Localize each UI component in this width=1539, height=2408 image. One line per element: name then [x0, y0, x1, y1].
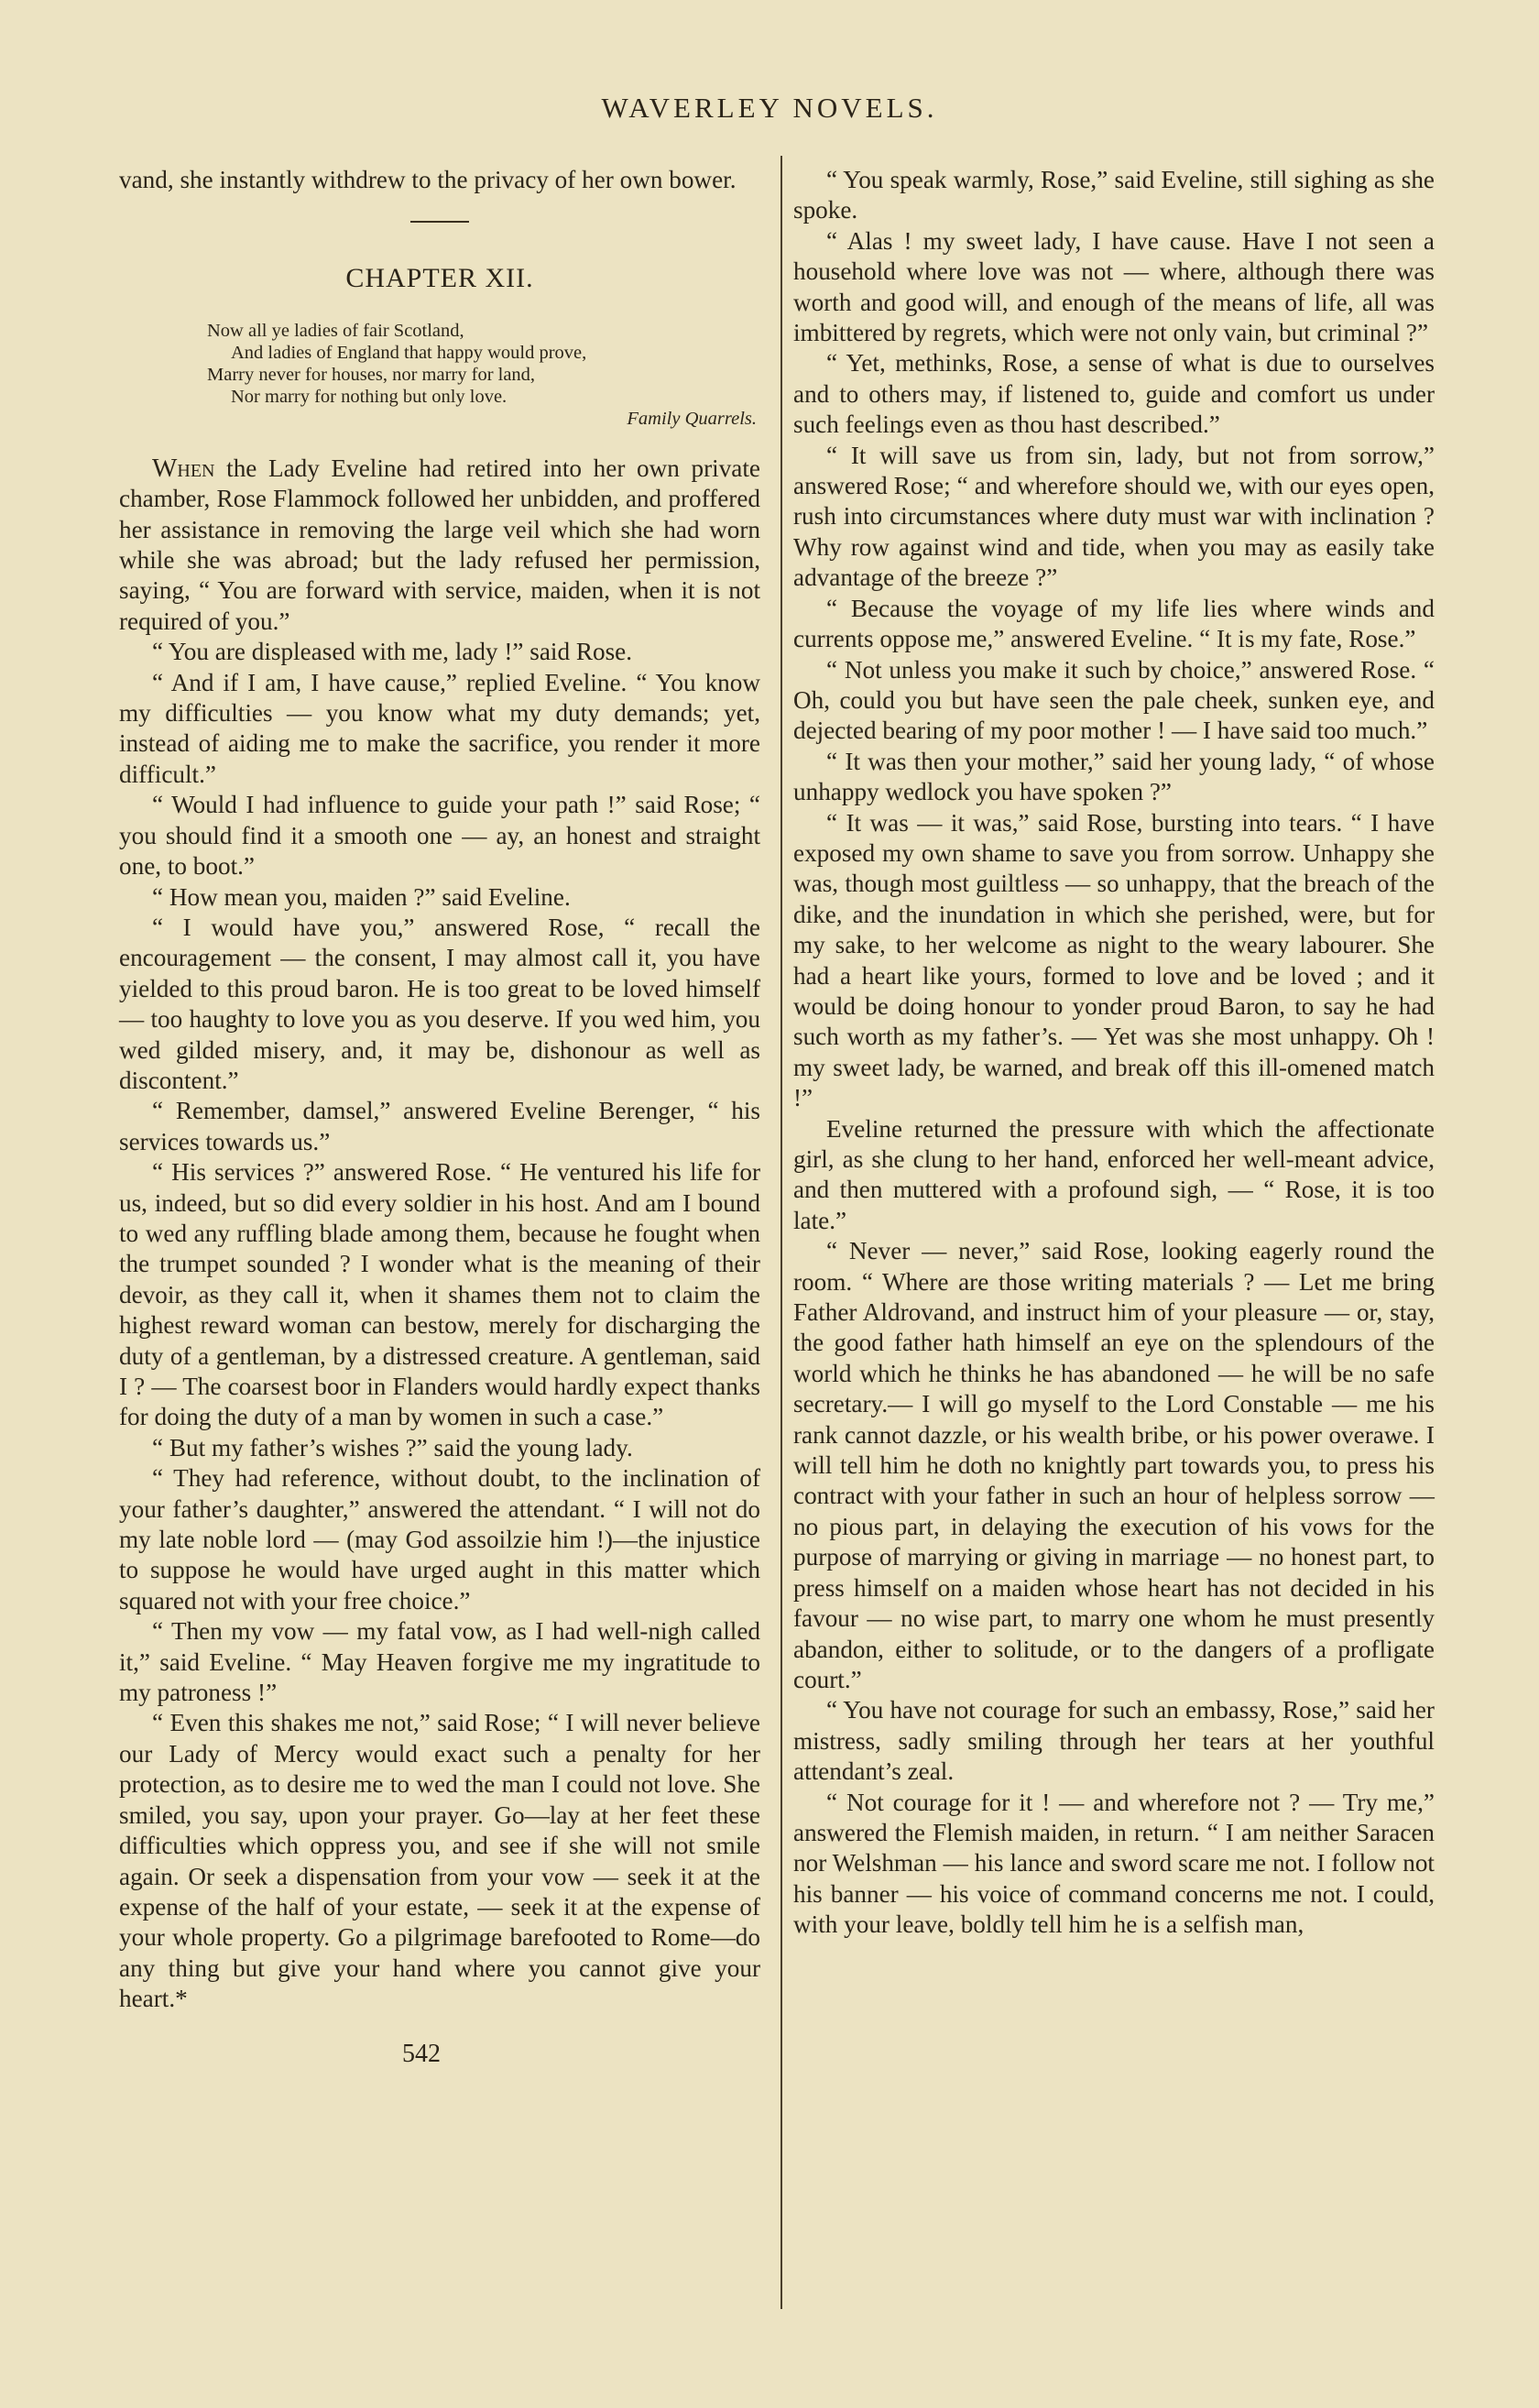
body-paragraph: “ Because the voyage of my life lies where winds and currents oppose me,” answered Eveline. “ It is my fate, Rose.”	[793, 594, 1435, 653]
body-paragraph: “ Not unless you make it such by choice,” answered Rose. “ Oh, could you but have seen the pale cheek, sunken eye, and dejected bearing of my poor mother ! — I have said too much.”	[793, 655, 1435, 745]
body-paragraph: “ It will save us from sin, lady, but not from sorrow,” answered Rose; “ and wherefore should we, with our eyes open, rush into circumstances where duty must war with inclination ? Why row against wind and tide, when you may as easily take advantage of the breeze ?”	[793, 441, 1435, 592]
body-paragraph: “ Not courage for it ! — and wherefore not ? — Try me,” answered the Flemish maiden, in return. “ I am neither Saracen nor Welshman — his lance and sword scare me not. I follow not his banner — his voice of command concerns me not. I could, with your leave, boldly tell him he is a selfish man,	[793, 1788, 1435, 1939]
body-paragraph: “ Alas ! my sweet lady, I have cause. Have I not seen a household where love was not — where, although there was worth and good will, and enough of the means of life, all was imbittered by regrets, which were not only vain, but criminal ?”	[793, 226, 1435, 347]
body-paragraph: “ Remember, damsel,” answered Eveline Berenger, “ his services towards us.”	[119, 1097, 760, 1155]
epigraph	[207, 320, 760, 430]
body-paragraph: “ Never — never,” said Rose, looking eagerly round the room. “ Where are those writing materials ? — Let me bring Father Aldrovand, and instruct him of your pleasure — or, stay, the good father hath himself an eye on the splendours of the world which he thinks he has abandoned — he will be no safe secretary.— I will go myself to the Lord Constable — me his rank cannot dazzle, or his wealth bribe, or his power overawe. I will tell him he doth no knightly part towards you, to press his contract with your father in such an hour of helpless sorrow — no pious part, in delaying the execution of his vows for the purpose of marrying or giving in marriage — no honest part, to press himself on a maiden whose heart has not decided in his favour — no wise part, to marry one whom he must presently abandon, either to solitude, or to the dangers of a profligate court.”	[793, 1237, 1435, 1693]
body-paragraph: “ And if I am, I have cause,” replied Eveline. “ You know my difficulties — you know what my duty demands; yet, instead of aiding me to make the sacrifice, you render it more difficult.”	[119, 668, 760, 788]
page-number: 542	[402, 2039, 441, 2068]
epigraph-attribution: Family Quarrels.	[627, 408, 757, 429]
epigraph-line: Now all ye ladies of fair Scotland,	[207, 320, 464, 341]
opening-text: the Lady Eveline had retired into her own private chamber, Rose Flammock followed her unbidden, and proffered her assistance in removing the large veil which she had worn while she was abroad; but the lady refused her permission, saying, “ You are forward with service, maiden, when it is not required of you.”	[119, 454, 760, 635]
chapter-opening-paragraph	[119, 454, 760, 637]
continuation-paragraph: vand, she instantly withdrew to the privacy of her own bower.	[119, 166, 737, 193]
chapter-separator	[410, 221, 469, 223]
body-paragraph: “ They had reference, without doubt, to the inclination of your father’s daughter,” answered the attendant. “ I will not do my late noble lord — (may God assoilzie him !)—the injustice to suppose he would have urged aught in this matter which squared not with your free choice.”	[119, 1464, 760, 1614]
body-paragraph: “ It was then your mother,” said her young lady, “ of whose unhappy wedlock you have spoken ?”	[793, 747, 1435, 806]
right-column	[793, 165, 1435, 1941]
body-paragraph: “ But my father’s wishes ?” said the young lady.	[152, 1433, 633, 1461]
body-paragraph: “ You are displeased with me, lady !” said Rose.	[152, 638, 633, 666]
column-divider	[780, 156, 782, 2309]
body-paragraph: “ I would have you,” answered Rose, “ recall the encouragement — the consent, I may almost call it, you have yielded to this proud baron. He is too great to be loved himself — too haughty to love you as you deserve. If you wed him, you wed gilded misery, and, it may be, dishonour as well as discontent.”	[119, 913, 760, 1094]
body-paragraph: “ How mean you, maiden ?” said Eveline.	[152, 882, 571, 911]
body-paragraph: Eveline returned the pressure with which the affectionate girl, as she clung to her hand, enforced her well-meant advice, and then muttered with a profound sigh, — “ Rose, it is too late.”	[793, 1114, 1435, 1234]
opening-small-caps: When	[152, 453, 215, 483]
body-paragraph: “ It was — it was,” said Rose, bursting into tears. “ I have exposed my own shame to save you from sorrow. Unhappy she was, though most guiltless — so unhappy, that the breach of the dike, and the inundation in which she perished, were, but for my sake, to her welcome as night to the weary labourer. She had a heart like yours, formed to love and be loved ; and it would be doing honour to yonder proud Baron, to say he had such worth as my father’s. — Yet was she most unhappy. Oh ! my sweet lady, be warned, and break off this ill-omened match !”	[793, 808, 1435, 1112]
running-head: WAVERLEY NOVELS.	[601, 92, 938, 124]
chapter-title: CHAPTER XII.	[345, 263, 534, 294]
body-paragraph: “ His services ?” answered Rose. “ He ventured his life for us, indeed, but so did every soldier in his host. And am I bound to wed any ruffling blade among them, because he fought when the trumpet sounded ? I wonder what is the meaning of their devoir, as they call it, when it shames them not to claim the highest reward woman can bestow, merely for discharging the duty of a gentleman, by a distressed creature. A gentleman, said I ? — The coarsest boor in Flanders would hardly expect thanks for doing the duty of a man by women in such a case.”	[119, 1158, 760, 1431]
epigraph-line: Nor marry for nothing but only love.	[231, 386, 508, 407]
body-paragraph: “ You speak warmly, Rose,” said Eveline, still sighing as she spoke.	[793, 166, 1435, 224]
body-paragraph: “ Then my vow — my fatal vow, as I had well-nigh called it,” said Eveline. “ May Heaven forgive me my ingratitude to my patroness !”	[119, 1617, 760, 1707]
body-paragraph: “ Yet, methinks, Rose, a sense of what is due to ourselves and to others may, if listened to, guide and comfort us under such feelings even as thou hast described.”	[793, 349, 1435, 439]
body-paragraph: “ Even this shakes me not,” said Rose; “ I will never believe our Lady of Mercy would exact such a penalty for her protection, as to desire me to wed the man I could not love. She smiled, you say, upon your prayer. Go—lay at her feet these difficulties which oppress you, and see if she will not smile again. Or seek a dispensation from your vow — seek it at the expense of the half of your estate, — seek it at the expense of your whole property. Go a pilgrimage barefooted to Rome—do any thing but give your hand where you cannot give your heart.*	[119, 1709, 760, 2013]
body-paragraph: “ Would I had influence to guide your path !” said Rose; “ you should find it a smooth one — ay, an honest and straight one, to boot.”	[119, 791, 760, 881]
epigraph-line: Marry never for houses, nor marry for land,	[207, 364, 536, 385]
body-paragraph: “ You have not courage for such an embassy, Rose,” said her mistress, sadly smiling through her tears at her youthful attendant’s zeal.	[793, 1696, 1435, 1786]
left-column	[119, 165, 760, 2069]
epigraph-line: And ladies of England that happy would prove,	[231, 342, 587, 363]
